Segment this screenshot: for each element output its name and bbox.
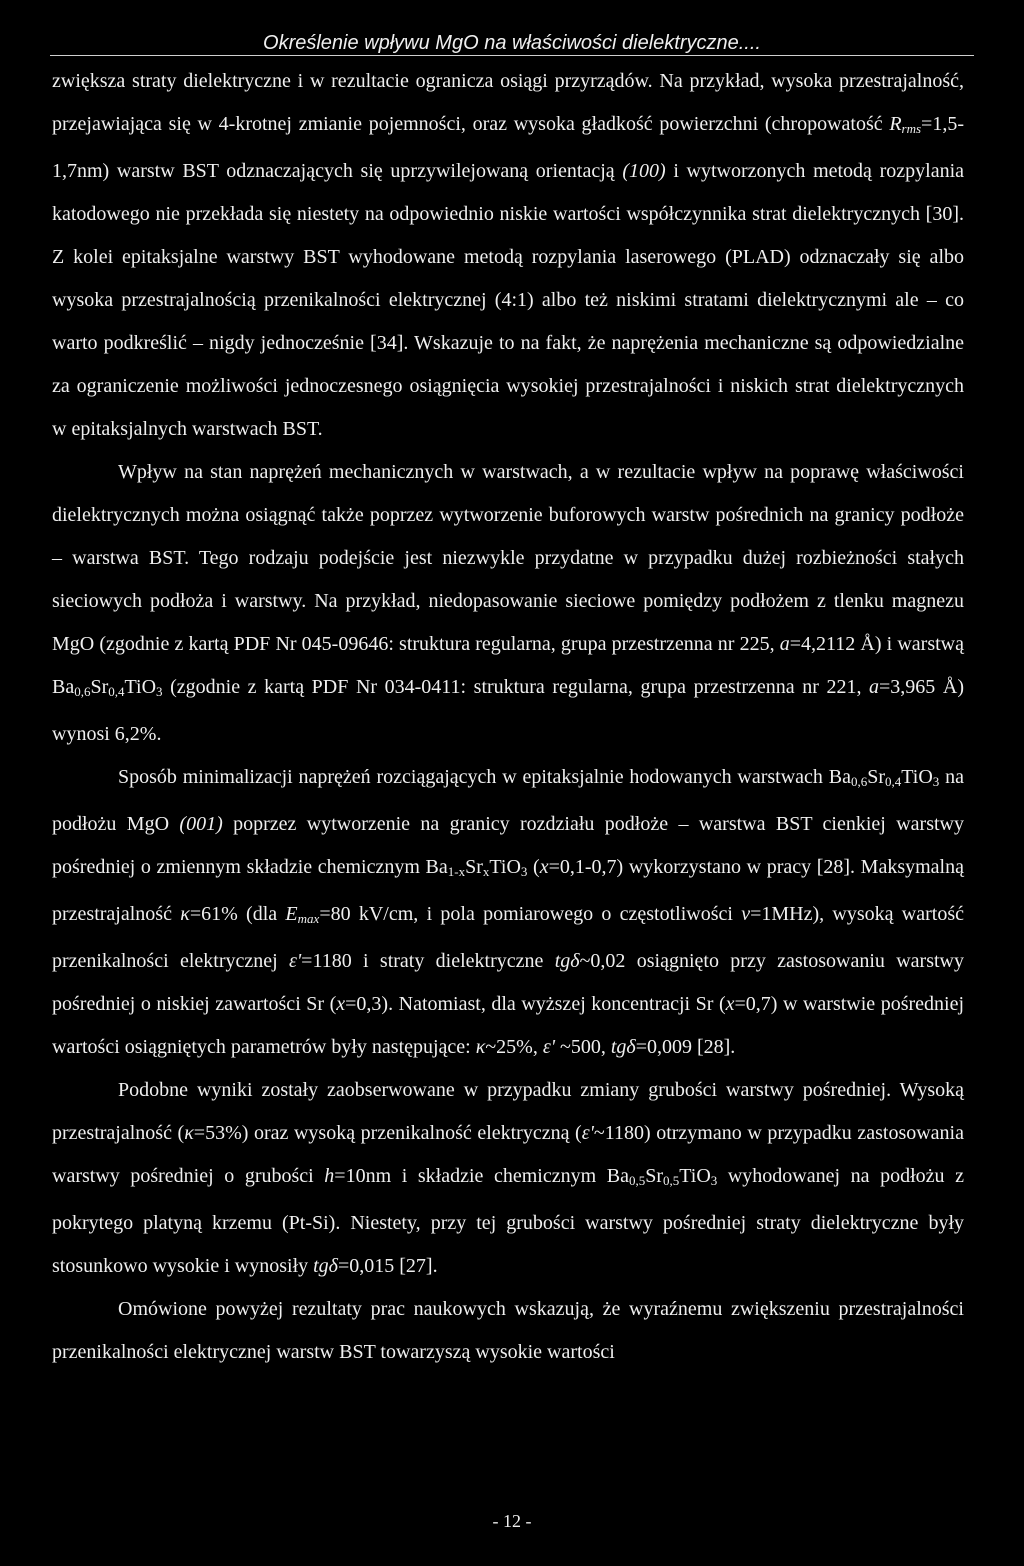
text-run: Sr (867, 766, 886, 788)
text-run: ~1180) otrzymano w przypadku zastosowania warstwy pośredniej o grubości (52, 1122, 964, 1187)
italic-text: h (324, 1165, 335, 1187)
subscript-text: 3 (932, 774, 940, 789)
text-run: wyhodowanej na podłożu z pokrytego platyną krzemu (Pt-Si). Niestety, przy tej grubości warstwy pośredniej straty dielektryczne były stosunkowo wysokie i wynosiły (52, 1165, 964, 1277)
paragraph (52, 756, 964, 1069)
text-run: Wpływ na stan naprężeń mechanicznych w warstwach, a w rezultacie wpływ na poprawę właściwości dielektrycznych można osiągnąć także poprzez wytworzenie buforowych warstw pośrednich na granicy podłoże – warstwa BST. Tego rodzaju podejście jest niezwykle przydatne w przypadku dużej rozbieżności stałych sieciowych podłoża i warstwy. Na przykład, niedopasowanie sieciowe pomiędzy podłożem z tlenku magnezu MgO (zgodnie z kartą PDF Nr 045-09646: struktura regularna, grupa przestrzenna nr 225, (52, 461, 964, 655)
paragraph (52, 60, 964, 451)
subscript-text: 3 (520, 864, 528, 879)
italic-text: ε' (581, 1122, 594, 1144)
italic-text: (001) (179, 813, 223, 835)
body-text (52, 60, 964, 1374)
text-run: TiO (489, 856, 521, 878)
subscript-text: 3 (156, 684, 163, 699)
page-number: - 12 - (492, 1511, 532, 1531)
italic-text: x (336, 993, 346, 1015)
text-run: =53%) oraz wysoką przenikalność elektryczną ( (193, 1122, 582, 1144)
italic-text: tgδ (610, 1036, 636, 1058)
italic-text: tgδ (554, 950, 580, 972)
italic-text: ν (741, 903, 751, 925)
text-run: Sr (465, 856, 483, 878)
italic-text: (100) (622, 160, 666, 182)
italic-text: ε' (542, 1036, 556, 1058)
italic-text: ε' (289, 950, 302, 972)
text-run: =1180 i straty dielektryczne (301, 950, 555, 972)
subscript-text: max (297, 911, 320, 926)
text-run: poprzez wytworzenie na granicy rozdziału podłoże – warstwa BST cienkiej warstwy pośredniej o zmiennym składzie chemicznym Ba (52, 813, 964, 878)
italic-text: κ (475, 1036, 486, 1058)
text-run: =80 kV/cm, i pola pomiarowego o częstotliwości (319, 903, 742, 925)
text-run: =1MHz), wysoką wartość przenikalności elektrycznej (52, 903, 964, 972)
text-run: Sr (90, 676, 109, 698)
italic-text: a (779, 633, 790, 655)
text-run: Omówione powyżej rezultaty prac naukowych wskazują, że wyraźnemu zwiększeniu przestrajalności przenikalności elektrycznej warstw BST towarzyszą wysokie wartości (52, 1298, 964, 1363)
text-run: ~500, (555, 1036, 611, 1058)
text-run: =61% (dla (189, 903, 286, 925)
subscript-text: 0,6 (74, 684, 91, 699)
text-run: ~25%, (485, 1036, 543, 1058)
text-run: =3,965 Å) wynosi 6,2%. (52, 676, 964, 745)
header-rule (50, 55, 974, 56)
subscript-text: 0,4 (885, 774, 902, 789)
text-run: TiO (124, 676, 157, 698)
italic-text: tgδ (313, 1255, 338, 1277)
text-run: =1,5-1,7nm) warstw BST odznaczających się uprzywilejowaną orientacją (52, 113, 964, 182)
text-run: =0,1-0,7) wykorzystano w pracy [28]. Maksymalną przestrajalność (52, 856, 964, 925)
text-run: =0,009 [28]. (635, 1036, 736, 1058)
text-run: Sposób minimalizacji naprężeń rozciągających w epitaksjalnie hodowanych warstwach Ba (118, 766, 851, 788)
text-run: Sr (645, 1165, 663, 1187)
text-run: =0,3). Natomiast, dla wyższej koncentracji Sr ( (345, 993, 726, 1015)
paragraph (52, 1288, 964, 1374)
text-run: =4,2112 Å) i warstwą Ba (52, 633, 964, 698)
text-run: ~0,02 osiągnięto przy zastosowaniu warstwy pośredniej o niskiej zawartości Sr ( (52, 950, 964, 1015)
italic-text: κ (184, 1122, 194, 1144)
subscript-text: 0,5 (663, 1173, 680, 1188)
italic-text: κ (180, 903, 190, 925)
italic-text: x (725, 993, 735, 1015)
italic-text: E (285, 903, 298, 925)
text-run: na podłożu MgO (52, 766, 964, 835)
text-run: ( (527, 856, 540, 878)
subscript-text: 1-x (447, 864, 466, 879)
paragraph (52, 451, 964, 756)
text-run: i wytworzonych metodą rozpylania katodowego nie przekłada się niestety na odpowiednio niskie wartości współczynnika strat dielektrycznych [30]. Z kolei epitaksjalne warstwy BST wyhodowane metodą rozpylania laserowego (PLAD) odznaczały się albo wysoka przestrajalnością przenikalności elektrycznej (4:1) albo też niskimi stratami dielektrycznymi ale – co warto podkreślić – nigdy jednocześnie [34]. Wskazuje to na fakt, że naprężenia mechaniczne są odpowiedzialne za ograniczenie możliwości jednoczesnego osiągnięcia wysokiej przestrajalności i niskich strat dielektrycznych w epitaksjalnych warstwach BST. (52, 160, 965, 440)
text-run: (zgodnie z kartą PDF Nr 034-0411: struktura regularna, grupa przestrzenna nr 221, (162, 676, 870, 698)
text-run: TiO (901, 766, 933, 788)
subscript-text: 0,5 (628, 1173, 646, 1188)
italic-text: a (869, 676, 880, 698)
running-header: Określenie wpływu MgO na właściwości dielektryczne.... (263, 32, 761, 54)
subscript-text: rms (901, 121, 922, 136)
text-run: zwiększa straty dielektryczne i w rezultacie ogranicza osiągi przyrządów. Na przykład, wysoka przestrajalność, przejawiająca się w 4-krotnej zmianie pojemności, oraz wysoka gładkość powierzchni (chropowatość (52, 70, 964, 135)
subscript-text: 0,4 (108, 684, 125, 699)
subscript-text: x (482, 864, 490, 879)
text-run: TiO (679, 1165, 711, 1187)
text-run: =10nm i składzie chemicznym Ba (334, 1165, 629, 1187)
text-run: Podobne wyniki zostały zaobserwowane w przypadku zmiany grubości warstwy pośredniej. Wysoką przestrajalność ( (52, 1079, 964, 1144)
subscript-text: 3 (710, 1173, 718, 1188)
text-run: =0,015 [27]. (337, 1255, 438, 1277)
italic-text: x (539, 856, 549, 878)
subscript-text: 0,6 (850, 774, 868, 789)
text-run: =0,7) w warstwie pośredniej wartości osiągniętych parametrów były następujące: (52, 993, 965, 1058)
italic-text: R (889, 113, 902, 135)
paragraph (52, 1069, 964, 1288)
